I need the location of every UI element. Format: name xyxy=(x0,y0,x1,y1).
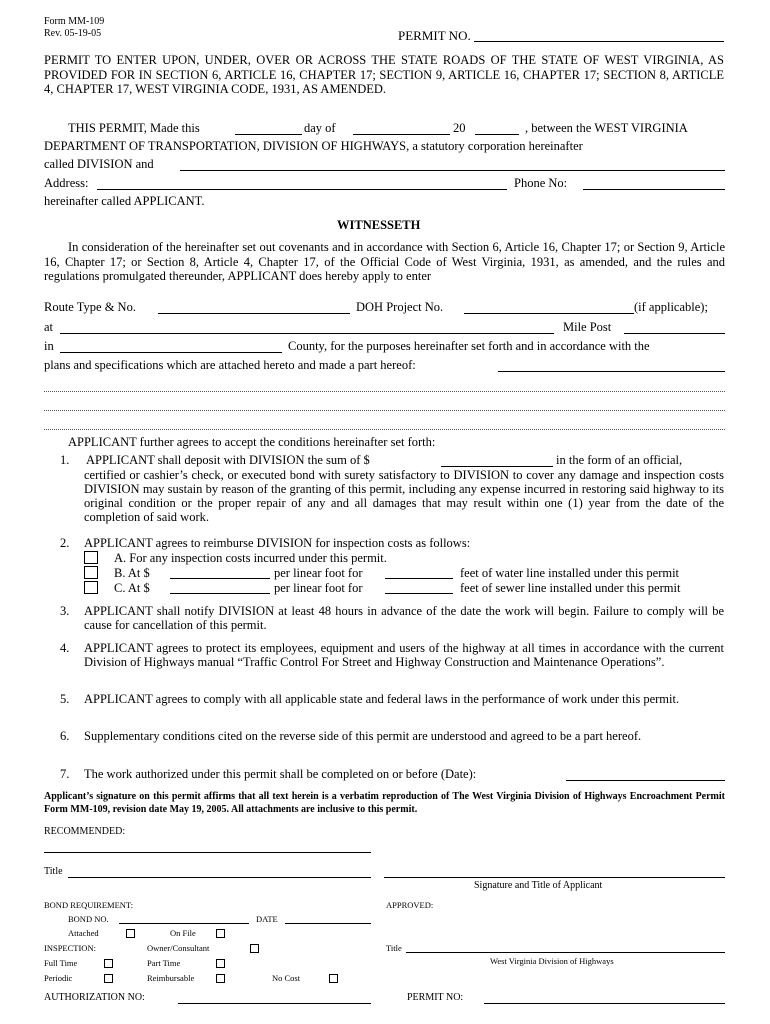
intro-line-2: DEPARTMENT OF TRANSPORTATION, DIVISION OF HIGHWAYS, a statutory corporation hereinafter xyxy=(44,139,583,153)
bond-requirement-label: BOND REQUIREMENT: xyxy=(44,900,134,910)
plans-line-1[interactable] xyxy=(44,391,725,392)
mile-post-label: Mile Post xyxy=(563,320,612,334)
mile-post-field[interactable] xyxy=(624,333,725,334)
approved-title-field[interactable] xyxy=(406,952,725,953)
condition-4-number: 4. xyxy=(60,641,70,655)
form-id: Form MM-109 xyxy=(44,16,105,27)
on-file-checkbox[interactable] xyxy=(216,929,225,938)
option-b-text-c: feet of water line installed under this permit xyxy=(460,566,680,580)
signature-caption: Signature and Title of Applicant xyxy=(474,880,603,891)
full-time-label: Full Time xyxy=(44,958,78,968)
authorization-no-label: AUTHORIZATION NO: xyxy=(44,992,145,1003)
permit-no-label: PERMIT NO. xyxy=(398,28,471,43)
day-of-text: day of xyxy=(304,121,336,135)
affirmation-text: Applicant’s signature on this permit affirms that all text herein is a verbatim reproduction of The West Virginia Division of Highways Encroachment Permit Form MM-109, revision date May 19, 2005. All attachments are inclusive to this permit. xyxy=(44,791,725,815)
no-cost-label: No Cost xyxy=(272,973,301,983)
if-applicable-text: (if applicable); xyxy=(634,300,708,314)
condition-1-text-b: in the form of an official, xyxy=(556,453,683,467)
option-b-checkbox[interactable] xyxy=(84,566,98,579)
bond-no-field[interactable] xyxy=(119,923,249,924)
approved-label: APPROVED: xyxy=(386,900,434,910)
this-permit-text: THIS PERMIT, Made this xyxy=(68,121,200,135)
at-label: at xyxy=(44,320,54,334)
condition-5-number: 5. xyxy=(60,692,70,706)
option-c-checkbox[interactable] xyxy=(84,581,98,594)
option-a-checkbox[interactable] xyxy=(84,551,98,564)
condition-2-text: APPLICANT agrees to reimburse DIVISION for inspection costs as follows: xyxy=(84,536,471,550)
applicant-line: hereinafter called APPLICANT. xyxy=(44,194,205,208)
at-field[interactable] xyxy=(60,333,554,334)
reimbursable-checkbox[interactable] xyxy=(216,974,225,983)
condition-1-text-a: APPLICANT shall deposit with DIVISION the sum of $ xyxy=(86,453,370,467)
year-prefix: 20 xyxy=(453,121,466,135)
bond-no-label: BOND NO. xyxy=(68,914,109,924)
year-field[interactable] xyxy=(475,134,519,135)
applicant-name-field[interactable] xyxy=(180,170,725,171)
periodic-checkbox[interactable] xyxy=(104,974,113,983)
county-field[interactable] xyxy=(60,352,282,353)
condition-7-number: 7. xyxy=(60,767,70,781)
condition-3-number: 3. xyxy=(60,604,70,618)
witnesseth-heading: WITNESSETH xyxy=(337,218,421,232)
condition-4-text: APPLICANT agrees to protect its employees, equipment and users of the highway at all times in accordance with the current Division of Highways manual “Traffic Control For Street and Highway Construction and Maintenance Operations”. xyxy=(84,641,724,669)
consideration-paragraph: In consideration of the hereinafter set out covenants and in accordance with Section 6, Article 16, Chapter 17; or Section 9, Article 16, Chapter 17; or Section 8, Article 4, Chapter 17, of the Official Code of West Virginia, 1931, as amended, and the rules and regulations promulgated thereunder, APPLICANT does hereby apply to enter xyxy=(44,240,725,283)
on-file-label: On File xyxy=(170,928,196,938)
option-c-text-a: C. At $ xyxy=(114,581,150,595)
option-b-text-a: B. At $ xyxy=(114,566,150,580)
plans-text: plans and specifications which are attached hereto and made a part hereof: xyxy=(44,358,416,372)
permit-no-field[interactable] xyxy=(474,41,724,42)
in-label: in xyxy=(44,339,54,353)
option-c-text-b: per linear foot for xyxy=(274,581,363,595)
month-field[interactable] xyxy=(353,134,450,135)
part-time-label: Part Time xyxy=(147,958,181,968)
route-label: Route Type & No. xyxy=(44,300,136,314)
applicant-signature-line[interactable] xyxy=(384,877,725,878)
water-rate-field[interactable] xyxy=(170,578,270,579)
recommended-title-label: Title xyxy=(44,866,63,877)
periodic-label: Periodic xyxy=(44,973,73,983)
footer-permit-no-field[interactable] xyxy=(484,1003,725,1004)
condition-6-number: 6. xyxy=(60,729,70,743)
full-time-checkbox[interactable] xyxy=(104,959,113,968)
condition-5-text: APPLICANT agrees to comply with all applicable state and federal laws in the performance of work under this permit. xyxy=(84,692,680,706)
condition-2-number: 2. xyxy=(60,536,70,550)
called-division-text: called DIVISION and xyxy=(44,157,154,171)
condition-6-text: Supplementary conditions cited on the reverse side of this permit are understood and agreed to be a part hereof. xyxy=(84,729,642,743)
bond-date-field[interactable] xyxy=(285,923,371,924)
sewer-rate-field[interactable] xyxy=(170,593,270,594)
recommended-signature-line[interactable] xyxy=(44,852,371,853)
county-text: County, for the purposes hereinafter set forth and in accordance with the xyxy=(288,339,650,353)
day-field[interactable] xyxy=(235,134,302,135)
recommended-title-field[interactable] xyxy=(68,877,371,878)
condition-1-rest: certified or cashier’s check, or executed bond with surety satisfactory to DIVISION to cover any damage and inspection costs DIVISION may sustain by reason of the granting of this permit, including any expense incurred in restoring said highway to its original condition or the proper repair of any and all damages that may result within one (1) year from the date of the completion of said work. xyxy=(84,468,724,524)
title-paragraph: PERMIT TO ENTER UPON, UNDER, OVER OR ACROSS THE STATE ROADS OF THE STATE OF WEST VIRGINIA, AS PROVIDED FOR IN SECTION 6, ARTICLE 16, CHAPTER 17; SECTION 9, ARTICLE 16, CHAPTER 17; SECTION 8, ARTICLE 4, CHAPTER 17, WEST VIRGINIA CODE, 1931, AS AMENDED. xyxy=(44,53,724,96)
revision: Rev. 05-19-05 xyxy=(44,28,102,39)
plans-line-2[interactable] xyxy=(44,410,725,411)
attached-checkbox[interactable] xyxy=(126,929,135,938)
wv-division-caption: West Virginia Division of Highways xyxy=(490,956,614,966)
phone-label: Phone No: xyxy=(514,176,568,190)
owner-consultant-checkbox[interactable] xyxy=(250,944,259,953)
completion-date-field[interactable] xyxy=(566,780,725,781)
plans-line-3[interactable] xyxy=(44,429,725,430)
part-time-checkbox[interactable] xyxy=(216,959,225,968)
condition-3-text: APPLICANT shall notify DIVISION at least 48 hours in advance of the date the work will begin. Failure to comply will be cause for cancellation of this permit. xyxy=(84,604,724,632)
option-a-text: A. For any inspection costs incurred under this permit. xyxy=(114,551,387,565)
owner-consultant-label: Owner/Consultant xyxy=(147,943,210,953)
recommended-label: RECOMMENDED: xyxy=(44,826,126,837)
authorization-no-field[interactable] xyxy=(178,1003,371,1004)
option-c-text-c: feet of sewer line installed under this permit xyxy=(460,581,681,595)
footer-permit-no-label: PERMIT NO: xyxy=(407,992,464,1003)
date-label: DATE xyxy=(256,914,278,924)
intro-line-1 xyxy=(68,121,200,135)
phone-field[interactable] xyxy=(583,189,725,190)
address-label: Address: xyxy=(44,176,89,190)
condition-1-number: 1. xyxy=(60,453,70,467)
attached-label: Attached xyxy=(68,928,99,938)
between-text: , between the WEST VIRGINIA xyxy=(525,121,688,135)
reimbursable-label: Reimbursable xyxy=(147,973,195,983)
conditions-intro: APPLICANT further agrees to accept the conditions hereinafter set forth: xyxy=(68,435,436,449)
sewer-feet-field[interactable] xyxy=(385,593,453,594)
condition-7-text: The work authorized under this permit shall be completed on or before (Date): xyxy=(84,767,477,781)
inspection-label: INSPECTION: xyxy=(44,943,96,953)
approved-title-label: Title xyxy=(386,943,402,953)
address-field[interactable] xyxy=(97,189,507,190)
option-b-text-b: per linear foot for xyxy=(274,566,363,580)
water-feet-field[interactable] xyxy=(385,578,453,579)
deposit-amount-field[interactable] xyxy=(441,466,553,467)
plans-field[interactable] xyxy=(498,371,725,372)
route-field[interactable] xyxy=(158,313,350,314)
doh-project-field[interactable] xyxy=(464,313,634,314)
doh-label: DOH Project No. xyxy=(356,300,444,314)
no-cost-checkbox[interactable] xyxy=(329,974,338,983)
